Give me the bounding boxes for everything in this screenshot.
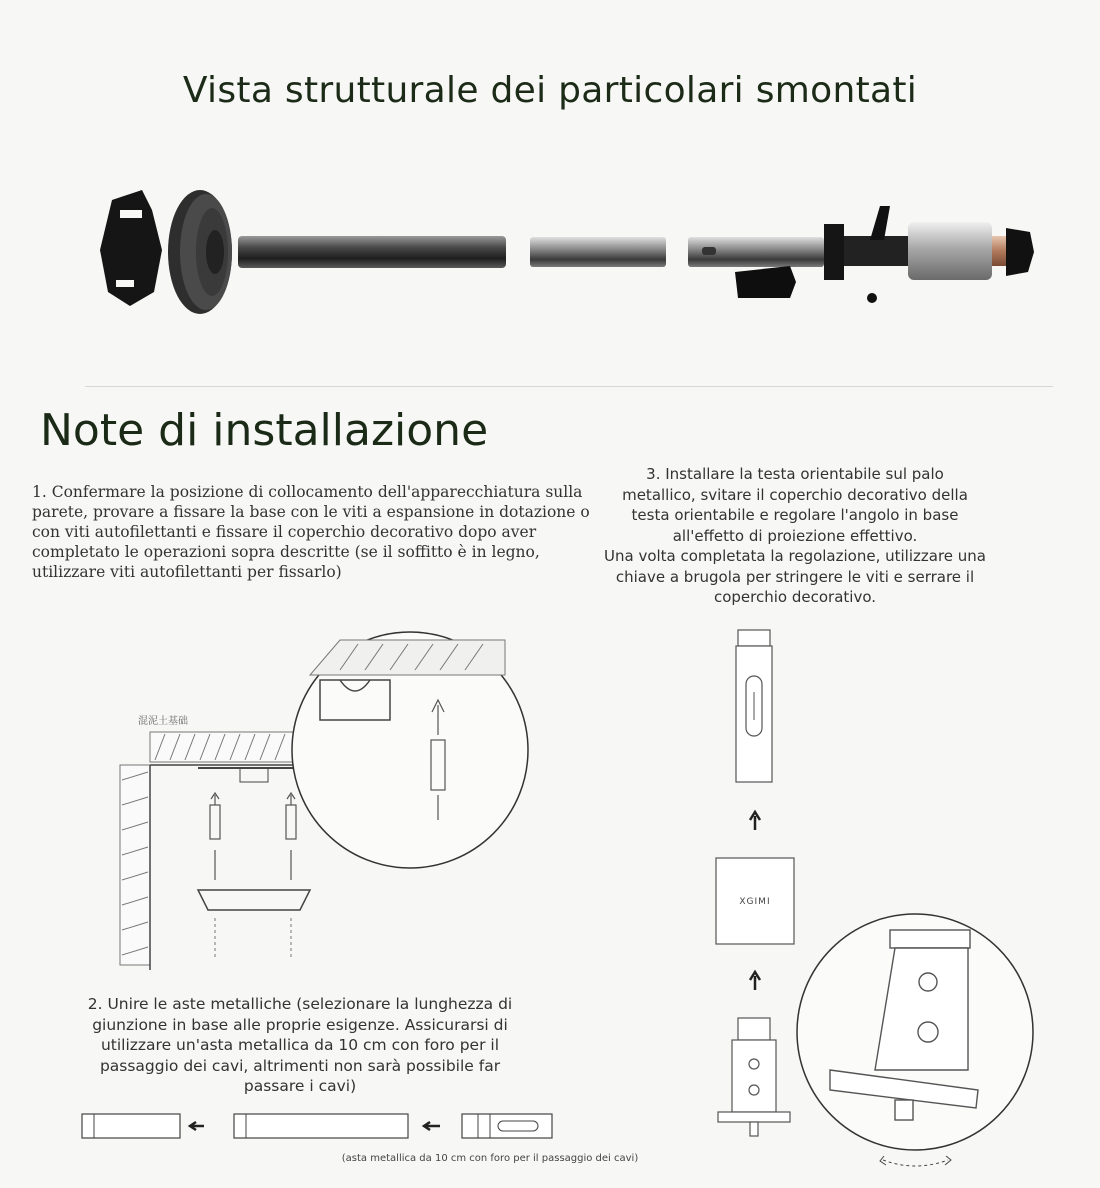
tube-join-diagram bbox=[78, 1108, 558, 1148]
long-tube bbox=[238, 236, 506, 268]
note-step-2: 2. Unire le aste metalliche (selezionare la lunghezza di giunzione in base alle proprie esigenze. Assicurarsi di utilizzare un'asta metallica da 10 cm con foro per il passaggio dei cavi, altrimenti non sarà possibile far passare i cavi) bbox=[87, 995, 513, 1095]
short-tube bbox=[530, 237, 666, 267]
swivel-head bbox=[824, 206, 1034, 303]
cable-tube bbox=[688, 237, 824, 267]
arrow-up-icon bbox=[750, 972, 760, 990]
mounting-bracket bbox=[100, 190, 162, 306]
note-step-3: 3. Installare la testa orientabile sul palo metallico, svitare il coperchio decorativo della testa orientabile e regolare l'angolo in base all'effetto di proiezione effettivo. bbox=[622, 465, 968, 545]
base-disc bbox=[168, 190, 232, 314]
section-title: Note di installazione bbox=[40, 405, 489, 456]
clamp-piece bbox=[735, 266, 796, 298]
arrow-left-icon bbox=[190, 1122, 204, 1130]
note-step-3-continued: Una volta completata la regolazione, utilizzare una chiave a brugola per stringere le viti e serrare il coperchio decorativo. bbox=[604, 547, 986, 606]
arrow-left-icon bbox=[424, 1122, 440, 1130]
tube-footnote: (asta metallica da 10 cm con foro per il passaggio dei cavi) bbox=[341, 1153, 639, 1164]
exploded-parts-view bbox=[90, 180, 1040, 320]
section-divider bbox=[85, 386, 1053, 387]
page-title: Vista strutturale dei particolari smontati bbox=[182, 70, 918, 111]
ceiling-mount-diagram bbox=[110, 610, 540, 980]
note-step-1: 1. Confermare la posizione di collocamento dell'apparecchiatura sulla parete, provare a fissare la base con le viti a espansione in dotazione o con viti autofilettanti e fissare il coperchio decorativo dopo aver completato le operazioni sopra descritte (se il soffitto è in legno, utilizzare viti autofilettanti per fissarlo) bbox=[32, 483, 590, 581]
projector-brand: XGIMI bbox=[739, 897, 771, 907]
swivel-head-diagram bbox=[700, 620, 1050, 1180]
arrow-up-icon bbox=[750, 812, 760, 830]
concrete-label: 混泥土基础 bbox=[138, 716, 188, 727]
